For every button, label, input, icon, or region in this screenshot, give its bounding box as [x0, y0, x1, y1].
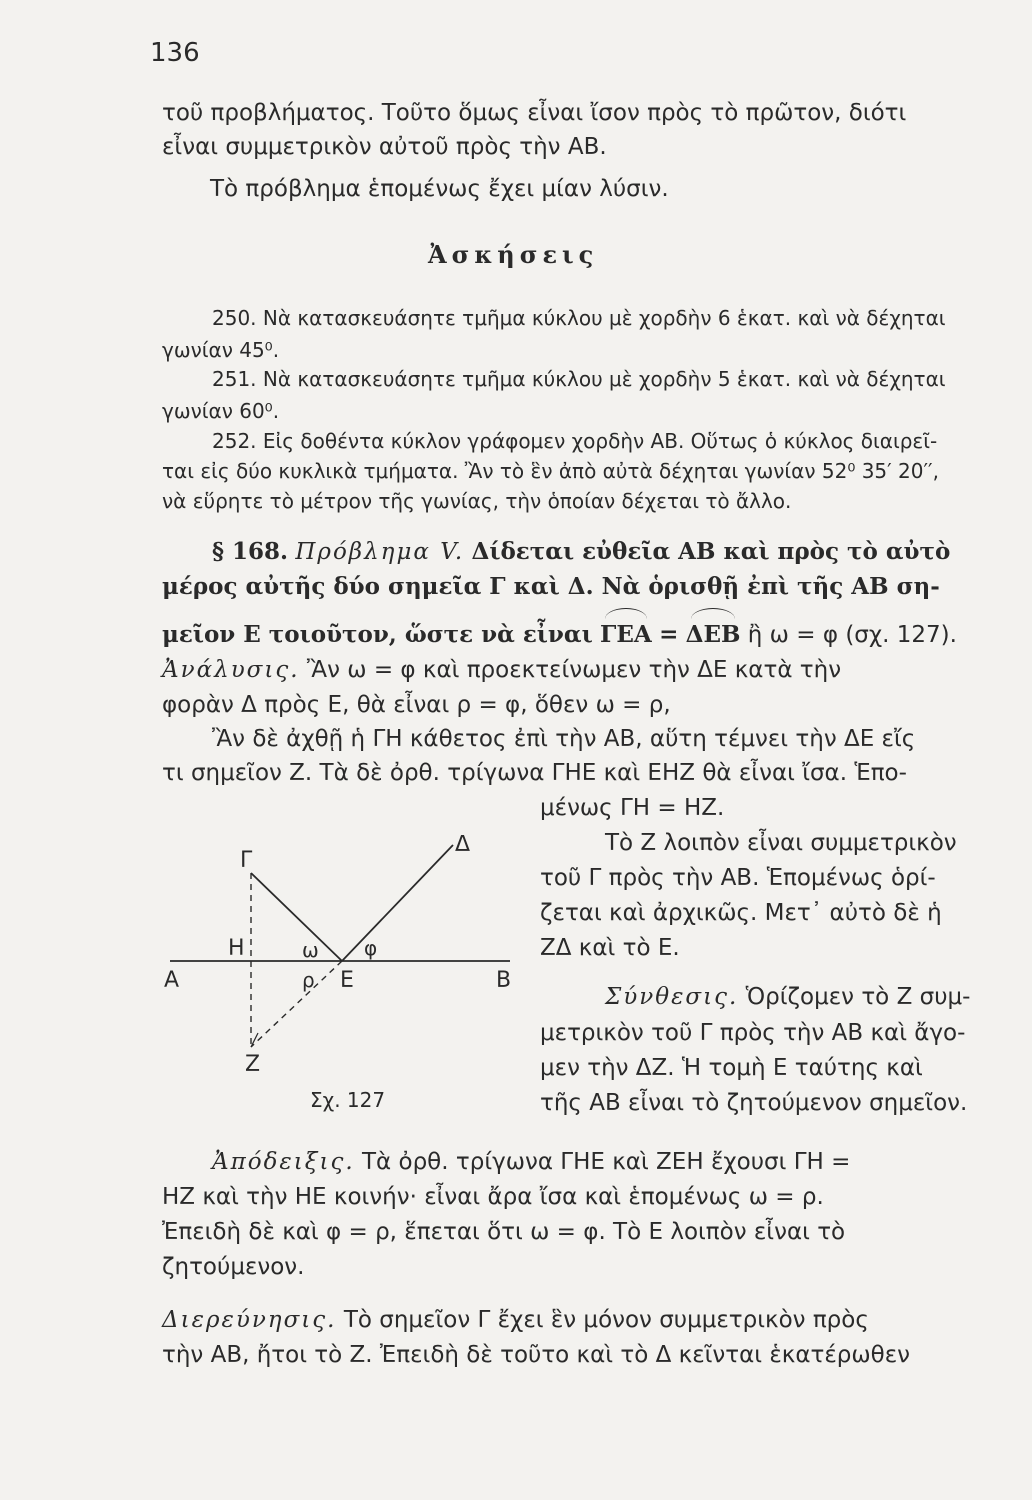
angle-equality: ἢ ω = φ — [747, 622, 839, 648]
analysis-line-4: τι σημεῖον Ζ. Τὰ δὲ ὀρθ. τρίγωνα ΓΗΕ καὶ ΕΗΖ θὰ εἶναι ἴσα. Ἑπο- — [162, 760, 907, 786]
investigation-text: Τὸ σημεῖον Γ ἔχει ἓν μόνον συμμετρικὸν πρὸς — [343, 1307, 869, 1333]
proof-line-2: ΗΖ καὶ τὴν ΗΕ κοινήν· εἶναι ἄρα ἴσα καὶ ἑπομένως ω = ρ. — [162, 1184, 824, 1210]
label-epsilon: Ε — [340, 968, 354, 993]
label-omega: ω — [302, 938, 319, 962]
label-rho: ρ — [302, 968, 315, 992]
problem-line-3 — [162, 620, 957, 650]
label-eta: Η — [228, 936, 245, 961]
analysis-line-7: τοῦ Γ πρὸς τὴν ΑΒ. Ἑπομένως ὁρί- — [540, 865, 936, 891]
analysis-label: Ἀνάλυσις. — [162, 657, 300, 683]
proof-label: Ἀπόδειξις. — [212, 1149, 355, 1175]
investigation-line-1 — [162, 1305, 869, 1335]
problem-statement-start: Δίδεται εὐθεῖα ΑΒ καὶ πρὸς τὸ αὐτὸ — [471, 538, 951, 565]
page-number: 136 — [150, 38, 200, 68]
synthesis-line-3: μεν τὴν ΔΖ. Ἡ τομὴ Ε ταύτης καὶ — [540, 1055, 923, 1081]
analysis-text: Ἂν ω = φ καὶ προεκτείνωμεν τὴν ΔΕ κατὰ τὴν — [306, 657, 842, 683]
arc-gea: ΓΕΑ — [600, 621, 652, 648]
equals-sign: = — [659, 621, 679, 648]
arrow-mark — [251, 1033, 258, 1047]
investigation-line-2: τὴν ΑΒ, ἤτοι τὸ Ζ. Ἐπειδὴ δὲ τοῦτο καὶ τὸ Δ κεῖνται ἑκατέρωθεν — [162, 1342, 911, 1368]
problem-label: Πρόβλημα V. — [295, 539, 465, 565]
synthesis-text: Ὁρίζομεν τὸ Ζ συμ- — [745, 984, 971, 1010]
label-phi: φ — [364, 936, 378, 960]
analysis-line-9: ΖΔ καὶ τὸ Ε. — [540, 935, 680, 961]
synthesis-label: Σύνθεσις. — [605, 984, 739, 1010]
analysis-line-6: Τὸ Ζ λοιπὸν εἶναι συμμετρικὸν — [605, 830, 957, 856]
arc-deb: ΔΕΒ — [685, 621, 741, 648]
label-alpha: Α — [164, 968, 180, 993]
analysis-line-5: μένως ΓΗ = ΗΖ. — [540, 795, 725, 821]
exercise-251-line-1: 251. Νὰ κατασκευάσητε τμῆμα κύκλου μὲ χορδὴν 5 ἑκατ. καὶ νὰ δέχηται — [212, 367, 946, 391]
label-zeta: Ζ — [245, 1052, 261, 1077]
problem-line-1 — [212, 537, 950, 567]
analysis-line-1 — [162, 655, 841, 685]
figure-reference: (σχ. 127). — [845, 622, 957, 648]
segment-ge — [251, 873, 342, 961]
investigation-label: Διερεύνησις. — [162, 1307, 337, 1333]
analysis-line-3: Ἂν δὲ ἀχθῇ ἡ ΓΗ κάθετος ἐπὶ τὴν ΑΒ, αὕτη τέμνει τὴν ΔΕ εἴς — [212, 726, 916, 752]
label-beta: Β — [496, 968, 512, 993]
intro-line-1: τοῦ προβλήματος. Τοῦτο ὅμως εἶναι ἴσον πρὸς τὸ πρῶτον, διότι — [162, 100, 907, 126]
problem-line-3-text: μεῖον Ε τοιοῦτον, ὥστε νὰ εἶναι — [162, 621, 593, 648]
exercise-252-line-2: ται εἰς δύο κυκλικὰ τμήματα. Ἂν τὸ ἓν ἀπὸ αὐτὰ δέχηται γωνίαν 52⁰ 35′ 20′′, — [162, 459, 939, 483]
segment-ed — [342, 845, 453, 961]
synthesis-line-1 — [605, 982, 970, 1012]
proof-text: Τὰ ὀρθ. τρίγωνα ΓΗΕ καὶ ΖΕΗ ἔχουσι ΓΗ = — [361, 1149, 851, 1175]
analysis-line-2: φορὰν Δ πρὸς Ε, θὰ εἶναι ρ = φ, ὅθεν ω = ρ, — [162, 692, 671, 718]
proof-line-1 — [212, 1147, 850, 1177]
proof-line-3: Ἐπειδὴ δὲ καὶ φ = ρ, ἕπεται ὅτι ω = φ. Τὸ Ε λοιπὸν εἶναι τὸ — [162, 1219, 846, 1245]
label-gamma: Γ — [240, 848, 253, 873]
proof-line-4: ζητούμενον. — [162, 1254, 305, 1280]
analysis-line-8: ζεται καὶ ἀρχικῶς. Μετ᾽ αὐτὸ δὲ ἡ — [540, 900, 942, 926]
synthesis-line-4: τῆς ΑΒ εἶναι τὸ ζητούμενον σημεῖον. — [540, 1090, 968, 1116]
intro-line-3: Τὸ πρόβλημα ἑπομένως ἔχει μίαν λύσιν. — [210, 176, 669, 202]
exercise-252-line-1: 252. Εἰς δοθέντα κύκλον γράφομεν χορδὴν ΑΒ. Οὕτως ὁ κύκλος διαιρεῖ- — [212, 429, 938, 453]
segment-ez — [251, 961, 342, 1047]
intro-line-2: εἶναι συμμετρικὸν αὐτοῦ πρὸς τὴν ΑΒ. — [162, 134, 607, 160]
exercise-250-line-1: 250. Νὰ κατασκευάσητε τμῆμα κύκλου μὲ χορδὴν 6 ἑκατ. καὶ νὰ δέχηται — [212, 306, 946, 330]
exercises-heading: Ἀσκήσεις — [428, 240, 599, 269]
exercise-251-line-2: γωνίαν 60⁰. — [162, 399, 280, 423]
problem-line-2: μέρος αὐτῆς δύο σημεῖα Γ καὶ Δ. Νὰ ὁρισθῇ ἐπὶ τῆς ΑΒ ση- — [162, 573, 940, 600]
exercise-252-line-3: νὰ εὕρητε τὸ μέτρον τῆς γωνίας, τὴν ὁποίαν δέχεται τὸ ἄλλο. — [162, 489, 792, 513]
label-delta: Δ — [455, 835, 471, 857]
exercise-250-line-2: γωνίαν 45⁰. — [162, 338, 280, 362]
figure-127 — [150, 835, 520, 1125]
figure-caption: Σχ. 127 — [310, 1088, 386, 1112]
section-number: § 168. — [212, 538, 289, 565]
synthesis-line-2: μετρικὸν τοῦ Γ πρὸς τὴν ΑΒ καὶ ἄγο- — [540, 1020, 966, 1046]
